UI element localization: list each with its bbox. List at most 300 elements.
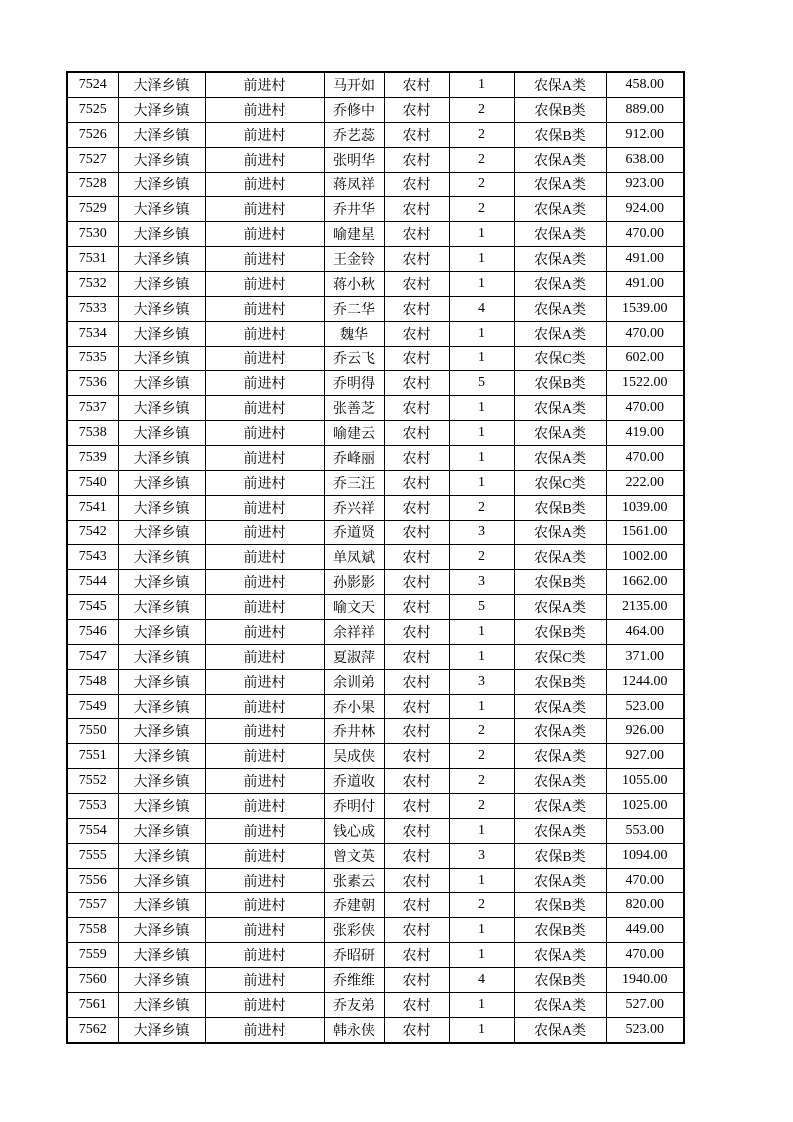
cell-household-type: 农村 bbox=[384, 247, 449, 272]
cell-person-count: 2 bbox=[449, 197, 514, 222]
cell-town: 大泽乡镇 bbox=[118, 595, 205, 620]
cell-record-number: 7552 bbox=[67, 769, 118, 794]
cell-person-count: 1 bbox=[449, 644, 514, 669]
cell-household-type: 农村 bbox=[384, 719, 449, 744]
cell-town: 大泽乡镇 bbox=[118, 271, 205, 296]
cell-town: 大泽乡镇 bbox=[118, 122, 205, 147]
cell-person-count: 2 bbox=[449, 97, 514, 122]
table-row bbox=[67, 97, 684, 122]
cell-person-count: 2 bbox=[449, 172, 514, 197]
cell-amount: 1940.00 bbox=[606, 968, 684, 993]
cell-person-count: 2 bbox=[449, 794, 514, 819]
cell-village: 前进村 bbox=[205, 470, 324, 495]
table-row bbox=[67, 421, 684, 446]
cell-town: 大泽乡镇 bbox=[118, 147, 205, 172]
cell-person-count: 1 bbox=[449, 694, 514, 719]
cell-person-name: 喻文天 bbox=[324, 595, 384, 620]
cell-person-name: 乔修中 bbox=[324, 97, 384, 122]
cell-person-count: 1 bbox=[449, 72, 514, 97]
cell-amount: 222.00 bbox=[606, 470, 684, 495]
cell-person-count: 2 bbox=[449, 495, 514, 520]
table-row bbox=[67, 843, 684, 868]
cell-household-type: 农村 bbox=[384, 968, 449, 993]
cell-record-number: 7553 bbox=[67, 794, 118, 819]
cell-insurance-category: 农保C类 bbox=[514, 470, 606, 495]
table-row bbox=[67, 992, 684, 1017]
cell-record-number: 7556 bbox=[67, 868, 118, 893]
cell-town: 大泽乡镇 bbox=[118, 495, 205, 520]
cell-record-number: 7535 bbox=[67, 346, 118, 371]
cell-person-name: 张善芝 bbox=[324, 396, 384, 421]
table-row bbox=[67, 321, 684, 346]
cell-amount: 470.00 bbox=[606, 868, 684, 893]
cell-household-type: 农村 bbox=[384, 296, 449, 321]
cell-person-count: 2 bbox=[449, 744, 514, 769]
cell-record-number: 7533 bbox=[67, 296, 118, 321]
cell-person-name: 夏淑萍 bbox=[324, 644, 384, 669]
cell-town: 大泽乡镇 bbox=[118, 545, 205, 570]
cell-person-count: 1 bbox=[449, 620, 514, 645]
cell-person-name: 余训弟 bbox=[324, 669, 384, 694]
cell-household-type: 农村 bbox=[384, 495, 449, 520]
cell-village: 前进村 bbox=[205, 122, 324, 147]
cell-amount: 638.00 bbox=[606, 147, 684, 172]
cell-household-type: 农村 bbox=[384, 893, 449, 918]
table-row bbox=[67, 644, 684, 669]
cell-household-type: 农村 bbox=[384, 818, 449, 843]
cell-person-name: 乔明付 bbox=[324, 794, 384, 819]
cell-person-count: 4 bbox=[449, 296, 514, 321]
cell-insurance-category: 农保A类 bbox=[514, 1017, 606, 1043]
cell-person-name: 乔井华 bbox=[324, 197, 384, 222]
cell-insurance-category: 农保A类 bbox=[514, 694, 606, 719]
cell-village: 前进村 bbox=[205, 644, 324, 669]
cell-insurance-category: 农保A类 bbox=[514, 868, 606, 893]
cell-amount: 820.00 bbox=[606, 893, 684, 918]
cell-record-number: 7539 bbox=[67, 445, 118, 470]
table-row bbox=[67, 197, 684, 222]
cell-record-number: 7551 bbox=[67, 744, 118, 769]
cell-town: 大泽乡镇 bbox=[118, 222, 205, 247]
cell-town: 大泽乡镇 bbox=[118, 396, 205, 421]
cell-household-type: 农村 bbox=[384, 545, 449, 570]
cell-insurance-category: 农保A类 bbox=[514, 445, 606, 470]
cell-amount: 371.00 bbox=[606, 644, 684, 669]
table-row bbox=[67, 794, 684, 819]
cell-household-type: 农村 bbox=[384, 421, 449, 446]
cell-household-type: 农村 bbox=[384, 520, 449, 545]
cell-village: 前进村 bbox=[205, 744, 324, 769]
cell-town: 大泽乡镇 bbox=[118, 669, 205, 694]
table-row bbox=[67, 943, 684, 968]
cell-record-number: 7537 bbox=[67, 396, 118, 421]
cell-household-type: 农村 bbox=[384, 470, 449, 495]
cell-person-name: 乔二华 bbox=[324, 296, 384, 321]
cell-town: 大泽乡镇 bbox=[118, 296, 205, 321]
table-row bbox=[67, 893, 684, 918]
table-row bbox=[67, 296, 684, 321]
cell-person-name: 乔明得 bbox=[324, 371, 384, 396]
cell-village: 前进村 bbox=[205, 968, 324, 993]
cell-village: 前进村 bbox=[205, 445, 324, 470]
cell-town: 大泽乡镇 bbox=[118, 321, 205, 346]
table-row bbox=[67, 868, 684, 893]
cell-household-type: 农村 bbox=[384, 222, 449, 247]
table-row bbox=[67, 968, 684, 993]
table-row bbox=[67, 172, 684, 197]
cell-person-count: 1 bbox=[449, 396, 514, 421]
cell-village: 前进村 bbox=[205, 843, 324, 868]
cell-amount: 491.00 bbox=[606, 271, 684, 296]
cell-person-count: 1 bbox=[449, 346, 514, 371]
cell-person-count: 2 bbox=[449, 893, 514, 918]
cell-amount: 889.00 bbox=[606, 97, 684, 122]
cell-household-type: 农村 bbox=[384, 97, 449, 122]
cell-amount: 464.00 bbox=[606, 620, 684, 645]
cell-amount: 2135.00 bbox=[606, 595, 684, 620]
cell-person-count: 1 bbox=[449, 421, 514, 446]
cell-town: 大泽乡镇 bbox=[118, 968, 205, 993]
cell-person-count: 1 bbox=[449, 868, 514, 893]
cell-person-count: 3 bbox=[449, 570, 514, 595]
table-row bbox=[67, 1017, 684, 1043]
cell-village: 前进村 bbox=[205, 595, 324, 620]
cell-town: 大泽乡镇 bbox=[118, 1017, 205, 1043]
cell-village: 前进村 bbox=[205, 371, 324, 396]
cell-person-name: 乔小果 bbox=[324, 694, 384, 719]
cell-record-number: 7547 bbox=[67, 644, 118, 669]
table-row bbox=[67, 545, 684, 570]
cell-insurance-category: 农保B类 bbox=[514, 122, 606, 147]
cell-person-name: 乔友弟 bbox=[324, 992, 384, 1017]
cell-amount: 491.00 bbox=[606, 247, 684, 272]
cell-insurance-category: 农保B类 bbox=[514, 570, 606, 595]
cell-household-type: 农村 bbox=[384, 197, 449, 222]
cell-insurance-category: 农保A类 bbox=[514, 794, 606, 819]
cell-town: 大泽乡镇 bbox=[118, 719, 205, 744]
cell-insurance-category: 农保A类 bbox=[514, 222, 606, 247]
table-row bbox=[67, 371, 684, 396]
cell-person-count: 2 bbox=[449, 545, 514, 570]
cell-household-type: 农村 bbox=[384, 620, 449, 645]
cell-record-number: 7536 bbox=[67, 371, 118, 396]
table-row bbox=[67, 694, 684, 719]
table-row bbox=[67, 918, 684, 943]
cell-amount: 419.00 bbox=[606, 421, 684, 446]
cell-person-name: 张明华 bbox=[324, 147, 384, 172]
table-row bbox=[67, 247, 684, 272]
cell-person-count: 2 bbox=[449, 147, 514, 172]
cell-person-name: 魏华 bbox=[324, 321, 384, 346]
cell-village: 前进村 bbox=[205, 247, 324, 272]
cell-town: 大泽乡镇 bbox=[118, 470, 205, 495]
cell-household-type: 农村 bbox=[384, 147, 449, 172]
cell-person-name: 乔井林 bbox=[324, 719, 384, 744]
cell-insurance-category: 农保B类 bbox=[514, 918, 606, 943]
cell-town: 大泽乡镇 bbox=[118, 794, 205, 819]
cell-person-name: 张彩侠 bbox=[324, 918, 384, 943]
cell-person-name: 韩永侠 bbox=[324, 1017, 384, 1043]
cell-household-type: 农村 bbox=[384, 744, 449, 769]
cell-town: 大泽乡镇 bbox=[118, 918, 205, 943]
cell-village: 前进村 bbox=[205, 992, 324, 1017]
cell-household-type: 农村 bbox=[384, 595, 449, 620]
cell-insurance-category: 农保A类 bbox=[514, 992, 606, 1017]
cell-town: 大泽乡镇 bbox=[118, 843, 205, 868]
cell-insurance-category: 农保B类 bbox=[514, 843, 606, 868]
table-body bbox=[67, 72, 684, 1043]
cell-household-type: 农村 bbox=[384, 943, 449, 968]
cell-household-type: 农村 bbox=[384, 992, 449, 1017]
cell-person-name: 钱心成 bbox=[324, 818, 384, 843]
cell-household-type: 农村 bbox=[384, 669, 449, 694]
table-row bbox=[67, 818, 684, 843]
cell-person-count: 1 bbox=[449, 918, 514, 943]
cell-insurance-category: 农保A类 bbox=[514, 421, 606, 446]
cell-person-name: 乔云飞 bbox=[324, 346, 384, 371]
cell-record-number: 7529 bbox=[67, 197, 118, 222]
cell-person-count: 3 bbox=[449, 520, 514, 545]
cell-village: 前进村 bbox=[205, 520, 324, 545]
cell-town: 大泽乡镇 bbox=[118, 570, 205, 595]
table-row bbox=[67, 147, 684, 172]
cell-person-count: 1 bbox=[449, 222, 514, 247]
cell-person-count: 2 bbox=[449, 719, 514, 744]
cell-town: 大泽乡镇 bbox=[118, 346, 205, 371]
table-row bbox=[67, 72, 684, 97]
cell-person-count: 2 bbox=[449, 122, 514, 147]
cell-insurance-category: 农保A类 bbox=[514, 197, 606, 222]
cell-village: 前进村 bbox=[205, 321, 324, 346]
cell-town: 大泽乡镇 bbox=[118, 97, 205, 122]
cell-record-number: 7527 bbox=[67, 147, 118, 172]
table-row bbox=[67, 744, 684, 769]
cell-record-number: 7562 bbox=[67, 1017, 118, 1043]
cell-amount: 1539.00 bbox=[606, 296, 684, 321]
cell-amount: 449.00 bbox=[606, 918, 684, 943]
cell-record-number: 7546 bbox=[67, 620, 118, 645]
cell-amount: 1522.00 bbox=[606, 371, 684, 396]
cell-person-count: 5 bbox=[449, 371, 514, 396]
cell-household-type: 农村 bbox=[384, 644, 449, 669]
cell-insurance-category: 农保A类 bbox=[514, 943, 606, 968]
cell-village: 前进村 bbox=[205, 669, 324, 694]
cell-amount: 1244.00 bbox=[606, 669, 684, 694]
cell-person-name: 喻建星 bbox=[324, 222, 384, 247]
cell-record-number: 7560 bbox=[67, 968, 118, 993]
cell-record-number: 7526 bbox=[67, 122, 118, 147]
cell-insurance-category: 农保A类 bbox=[514, 744, 606, 769]
cell-amount: 1094.00 bbox=[606, 843, 684, 868]
cell-amount: 923.00 bbox=[606, 172, 684, 197]
cell-amount: 1055.00 bbox=[606, 769, 684, 794]
table-row bbox=[67, 222, 684, 247]
cell-household-type: 农村 bbox=[384, 694, 449, 719]
cell-insurance-category: 农保A类 bbox=[514, 595, 606, 620]
cell-town: 大泽乡镇 bbox=[118, 197, 205, 222]
cell-amount: 602.00 bbox=[606, 346, 684, 371]
cell-record-number: 7555 bbox=[67, 843, 118, 868]
cell-village: 前进村 bbox=[205, 222, 324, 247]
cell-record-number: 7545 bbox=[67, 595, 118, 620]
cell-household-type: 农村 bbox=[384, 321, 449, 346]
cell-person-count: 1 bbox=[449, 1017, 514, 1043]
cell-household-type: 农村 bbox=[384, 271, 449, 296]
cell-record-number: 7528 bbox=[67, 172, 118, 197]
cell-record-number: 7558 bbox=[67, 918, 118, 943]
cell-insurance-category: 农保C类 bbox=[514, 346, 606, 371]
cell-person-name: 吴成侠 bbox=[324, 744, 384, 769]
cell-amount: 470.00 bbox=[606, 943, 684, 968]
table-row bbox=[67, 520, 684, 545]
cell-village: 前进村 bbox=[205, 620, 324, 645]
cell-amount: 1025.00 bbox=[606, 794, 684, 819]
cell-household-type: 农村 bbox=[384, 570, 449, 595]
cell-household-type: 农村 bbox=[384, 843, 449, 868]
cell-town: 大泽乡镇 bbox=[118, 445, 205, 470]
cell-record-number: 7541 bbox=[67, 495, 118, 520]
cell-village: 前进村 bbox=[205, 769, 324, 794]
cell-person-name: 乔道收 bbox=[324, 769, 384, 794]
cell-village: 前进村 bbox=[205, 893, 324, 918]
cell-person-count: 1 bbox=[449, 818, 514, 843]
cell-person-count: 3 bbox=[449, 669, 514, 694]
cell-household-type: 农村 bbox=[384, 396, 449, 421]
cell-insurance-category: 农保C类 bbox=[514, 644, 606, 669]
cell-insurance-category: 农保B类 bbox=[514, 968, 606, 993]
cell-village: 前进村 bbox=[205, 396, 324, 421]
cell-person-name: 余祥祥 bbox=[324, 620, 384, 645]
table-row bbox=[67, 396, 684, 421]
cell-person-name: 喻建云 bbox=[324, 421, 384, 446]
cell-person-name: 孙影影 bbox=[324, 570, 384, 595]
cell-record-number: 7534 bbox=[67, 321, 118, 346]
table-row bbox=[67, 346, 684, 371]
cell-town: 大泽乡镇 bbox=[118, 868, 205, 893]
cell-town: 大泽乡镇 bbox=[118, 247, 205, 272]
cell-amount: 523.00 bbox=[606, 694, 684, 719]
cell-town: 大泽乡镇 bbox=[118, 769, 205, 794]
cell-person-count: 1 bbox=[449, 445, 514, 470]
cell-insurance-category: 农保A类 bbox=[514, 520, 606, 545]
cell-village: 前进村 bbox=[205, 421, 324, 446]
cell-town: 大泽乡镇 bbox=[118, 620, 205, 645]
cell-village: 前进村 bbox=[205, 943, 324, 968]
cell-amount: 1002.00 bbox=[606, 545, 684, 570]
cell-amount: 1039.00 bbox=[606, 495, 684, 520]
cell-household-type: 农村 bbox=[384, 346, 449, 371]
cell-village: 前进村 bbox=[205, 918, 324, 943]
cell-amount: 470.00 bbox=[606, 222, 684, 247]
cell-record-number: 7538 bbox=[67, 421, 118, 446]
cell-amount: 912.00 bbox=[606, 122, 684, 147]
table-row bbox=[67, 570, 684, 595]
cell-village: 前进村 bbox=[205, 495, 324, 520]
cell-person-count: 1 bbox=[449, 247, 514, 272]
cell-record-number: 7559 bbox=[67, 943, 118, 968]
cell-amount: 927.00 bbox=[606, 744, 684, 769]
cell-person-name: 单凤斌 bbox=[324, 545, 384, 570]
cell-household-type: 农村 bbox=[384, 172, 449, 197]
cell-record-number: 7550 bbox=[67, 719, 118, 744]
cell-household-type: 农村 bbox=[384, 918, 449, 943]
cell-amount: 470.00 bbox=[606, 321, 684, 346]
cell-amount: 924.00 bbox=[606, 197, 684, 222]
cell-town: 大泽乡镇 bbox=[118, 694, 205, 719]
cell-person-count: 1 bbox=[449, 321, 514, 346]
cell-town: 大泽乡镇 bbox=[118, 943, 205, 968]
cell-insurance-category: 农保A类 bbox=[514, 545, 606, 570]
cell-person-name: 张素云 bbox=[324, 868, 384, 893]
cell-record-number: 7542 bbox=[67, 520, 118, 545]
cell-household-type: 农村 bbox=[384, 122, 449, 147]
cell-amount: 458.00 bbox=[606, 72, 684, 97]
cell-household-type: 农村 bbox=[384, 868, 449, 893]
cell-amount: 470.00 bbox=[606, 396, 684, 421]
cell-person-name: 蒋凤祥 bbox=[324, 172, 384, 197]
cell-person-name: 乔艺蕊 bbox=[324, 122, 384, 147]
cell-household-type: 农村 bbox=[384, 371, 449, 396]
cell-insurance-category: 农保B类 bbox=[514, 620, 606, 645]
cell-town: 大泽乡镇 bbox=[118, 520, 205, 545]
cell-town: 大泽乡镇 bbox=[118, 992, 205, 1017]
cell-amount: 523.00 bbox=[606, 1017, 684, 1043]
cell-person-count: 1 bbox=[449, 943, 514, 968]
cell-record-number: 7561 bbox=[67, 992, 118, 1017]
cell-village: 前进村 bbox=[205, 1017, 324, 1043]
cell-record-number: 7540 bbox=[67, 470, 118, 495]
cell-record-number: 7532 bbox=[67, 271, 118, 296]
cell-record-number: 7524 bbox=[67, 72, 118, 97]
cell-record-number: 7531 bbox=[67, 247, 118, 272]
cell-household-type: 农村 bbox=[384, 72, 449, 97]
cell-town: 大泽乡镇 bbox=[118, 744, 205, 769]
cell-insurance-category: 农保B类 bbox=[514, 893, 606, 918]
cell-insurance-category: 农保A类 bbox=[514, 321, 606, 346]
cell-person-count: 3 bbox=[449, 843, 514, 868]
cell-insurance-category: 农保B类 bbox=[514, 669, 606, 694]
cell-person-count: 2 bbox=[449, 769, 514, 794]
cell-insurance-category: 农保B类 bbox=[514, 495, 606, 520]
cell-insurance-category: 农保A类 bbox=[514, 769, 606, 794]
cell-village: 前进村 bbox=[205, 197, 324, 222]
cell-amount: 553.00 bbox=[606, 818, 684, 843]
cell-person-name: 乔昭研 bbox=[324, 943, 384, 968]
cell-person-name: 曾文英 bbox=[324, 843, 384, 868]
cell-person-name: 乔三汪 bbox=[324, 470, 384, 495]
cell-household-type: 农村 bbox=[384, 769, 449, 794]
cell-village: 前进村 bbox=[205, 545, 324, 570]
cell-town: 大泽乡镇 bbox=[118, 371, 205, 396]
cell-village: 前进村 bbox=[205, 346, 324, 371]
cell-amount: 926.00 bbox=[606, 719, 684, 744]
cell-person-count: 1 bbox=[449, 992, 514, 1017]
cell-person-name: 乔维维 bbox=[324, 968, 384, 993]
table-row bbox=[67, 271, 684, 296]
table-row bbox=[67, 122, 684, 147]
cell-amount: 470.00 bbox=[606, 445, 684, 470]
table-row bbox=[67, 719, 684, 744]
cell-person-name: 乔峰丽 bbox=[324, 445, 384, 470]
cell-insurance-category: 农保A类 bbox=[514, 247, 606, 272]
cell-household-type: 农村 bbox=[384, 1017, 449, 1043]
cell-insurance-category: 农保A类 bbox=[514, 147, 606, 172]
cell-village: 前进村 bbox=[205, 296, 324, 321]
cell-insurance-category: 农保A类 bbox=[514, 818, 606, 843]
cell-person-name: 乔建朝 bbox=[324, 893, 384, 918]
cell-person-name: 马开如 bbox=[324, 72, 384, 97]
cell-insurance-category: 农保A类 bbox=[514, 719, 606, 744]
